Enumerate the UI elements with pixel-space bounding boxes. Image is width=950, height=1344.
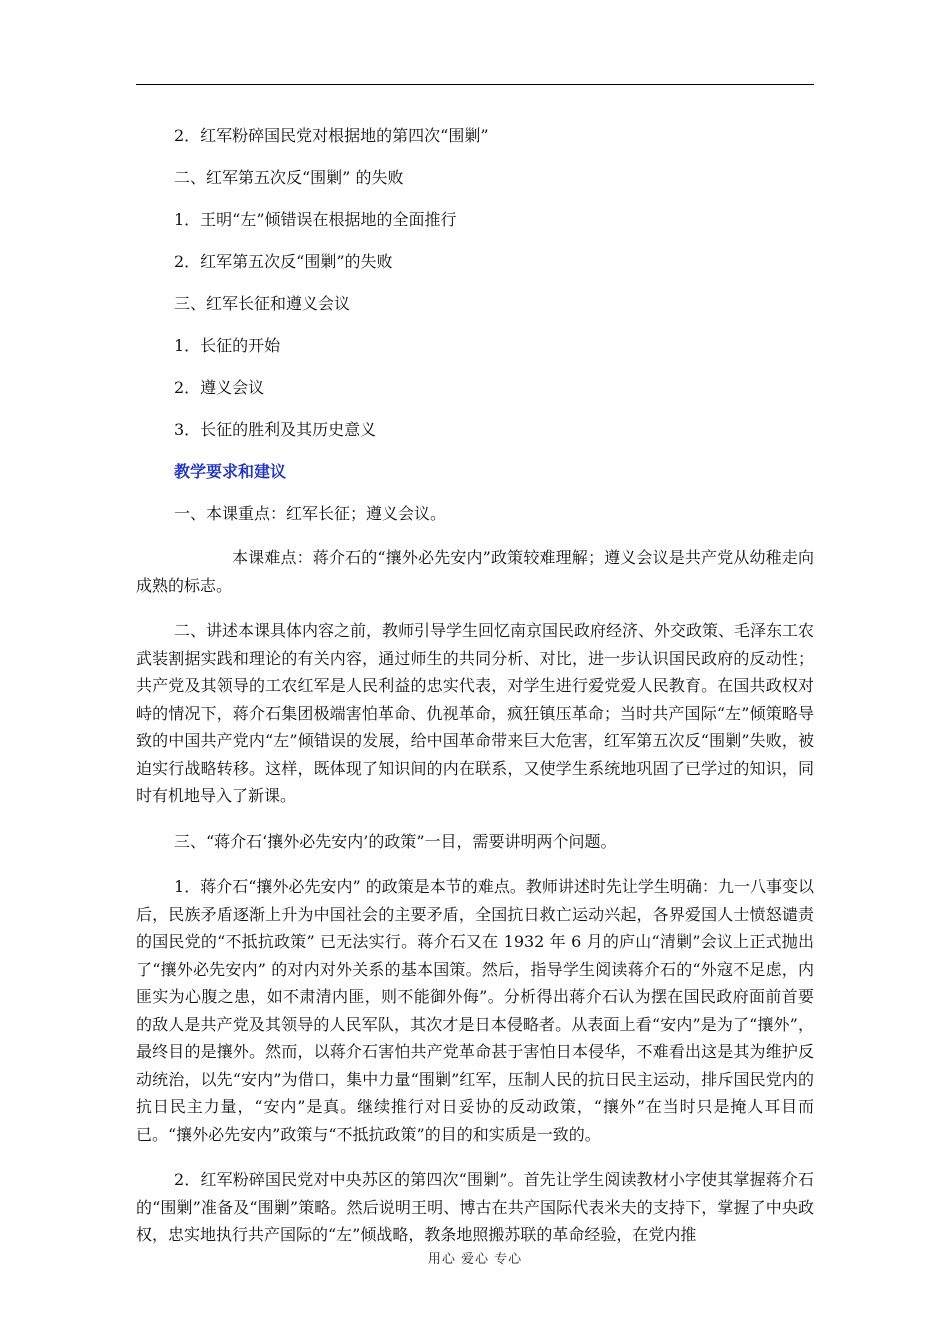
paragraph-2: 二、讲述本课具体内容之前，教师引导学生回忆南京国民政府经济、外交政策、毛泽东工农武装割据实践和理论的有关内容，通过师生的共同分析、对比，进一步认识国民政府的反动性；共产党及其领导的工农红军是人民利益的忠实代表，对学生进行爱党爱人民教育。在国共政权对峙的情况下，蒋介石集团极端害怕革命、仇视革命，疯狂镇压革命；当时共产国际“左”倾策略导致的中国共产党内“左”倾错误的发展，给中国革命带来巨大危害，红军第五次反“围剿”失败，被迫实行战略转移。这样，既体现了知识间的内在联系，又使学生系统地巩固了已学过的知识，同时有机地导入了新课。: [136, 621, 815, 805]
outline-item: 2．红军第五次反“围剿”的失败: [174, 252, 393, 271]
outline-item: 二、红军第五次反“围剿” 的失败: [174, 168, 404, 187]
outline-item: 1．王明“左”倾错误在根据地的全面推行: [174, 210, 457, 229]
page-footer: 用心 爱心 专心: [427, 1252, 523, 1267]
header-rule: [136, 84, 814, 85]
section-heading: 教学要求和建议: [174, 462, 287, 481]
outline-item: 2．红军粉碎国民党对根据地的第四次“围剿”: [174, 126, 489, 145]
paragraph-3: 三、“蒋介石‘攘外必先安内’的政策”一目，需要讲明两个问题。: [174, 831, 617, 851]
outline-item: 1．长征的开始: [174, 336, 281, 355]
difficulty-paragraph: 本课难点：蒋介石的“攘外必先安内”政策较难理解；遵义会议是共产党从幼稚走向成熟的标志。: [136, 548, 814, 595]
document-body: [136, 124, 814, 1267]
key-points: 一、本课重点：红军长征；遵义会议。: [174, 504, 447, 523]
outline-item: 2．遵义会议: [174, 378, 265, 397]
outline-item: 3．长征的胜利及其历史意义: [174, 420, 377, 439]
paragraph-5: 2．红军粉碎国民党对中央苏区的第四次“围剿”。首先让学生阅读教材小字使其掌握蒋介石的“围剿”准备及“围剿”策略。然后说明王明、博古在共产国际代表米夫的支持下，掌握了中央政权，忠实地执行共产国际的“左”倾战略，教条地照搬苏联的革命经验，在党内推: [136, 1170, 814, 1244]
paragraph-4: 1．蒋介石“攘外必先安内” 的政策是本节的难点。教师讲述时先让学生明确：九一八事变以后，民族矛盾逐渐上升为中国社会的主要矛盾，全国抗日救亡运动兴起，各界爱国人士愤怒谴责的国民党的“不抵抗政策” 已无法实行。蒋介石又在 1932 年 6 月的庐山“清剿”会议上正式抛出了“攘外必先安内” 的对内对外关系的基本国策。然后，指导学生阅读蒋介石的“外寇不足虑，内匪实为心腹之患，如不肃清内匪，则不能御外侮”。分析得出蒋介石认为摆在国民政府面前首要的敌人是共产党及其领导的人民军队，其次才是日本侵略者。从表面上看“安内”是为了“攘外”，最终目的是攘外。然而，以蒋介石害怕共产党革命甚于害怕日本侵华，不难看出这是其为维护反动统治，以先“安内”为借口，集中力量“围剿”红军，压制人民的抗日民主运动，排斥国民党内的抗日民主力量，“安内”是真。继续推行对日妥协的反动政策，“攘外”在当时只是掩人耳目而已。“攘外必先安内”政策与“不抵抗政策”的目的和实质是一致的。: [136, 877, 814, 1144]
outline-item: 三、红军长征和遵义会议: [174, 294, 351, 313]
